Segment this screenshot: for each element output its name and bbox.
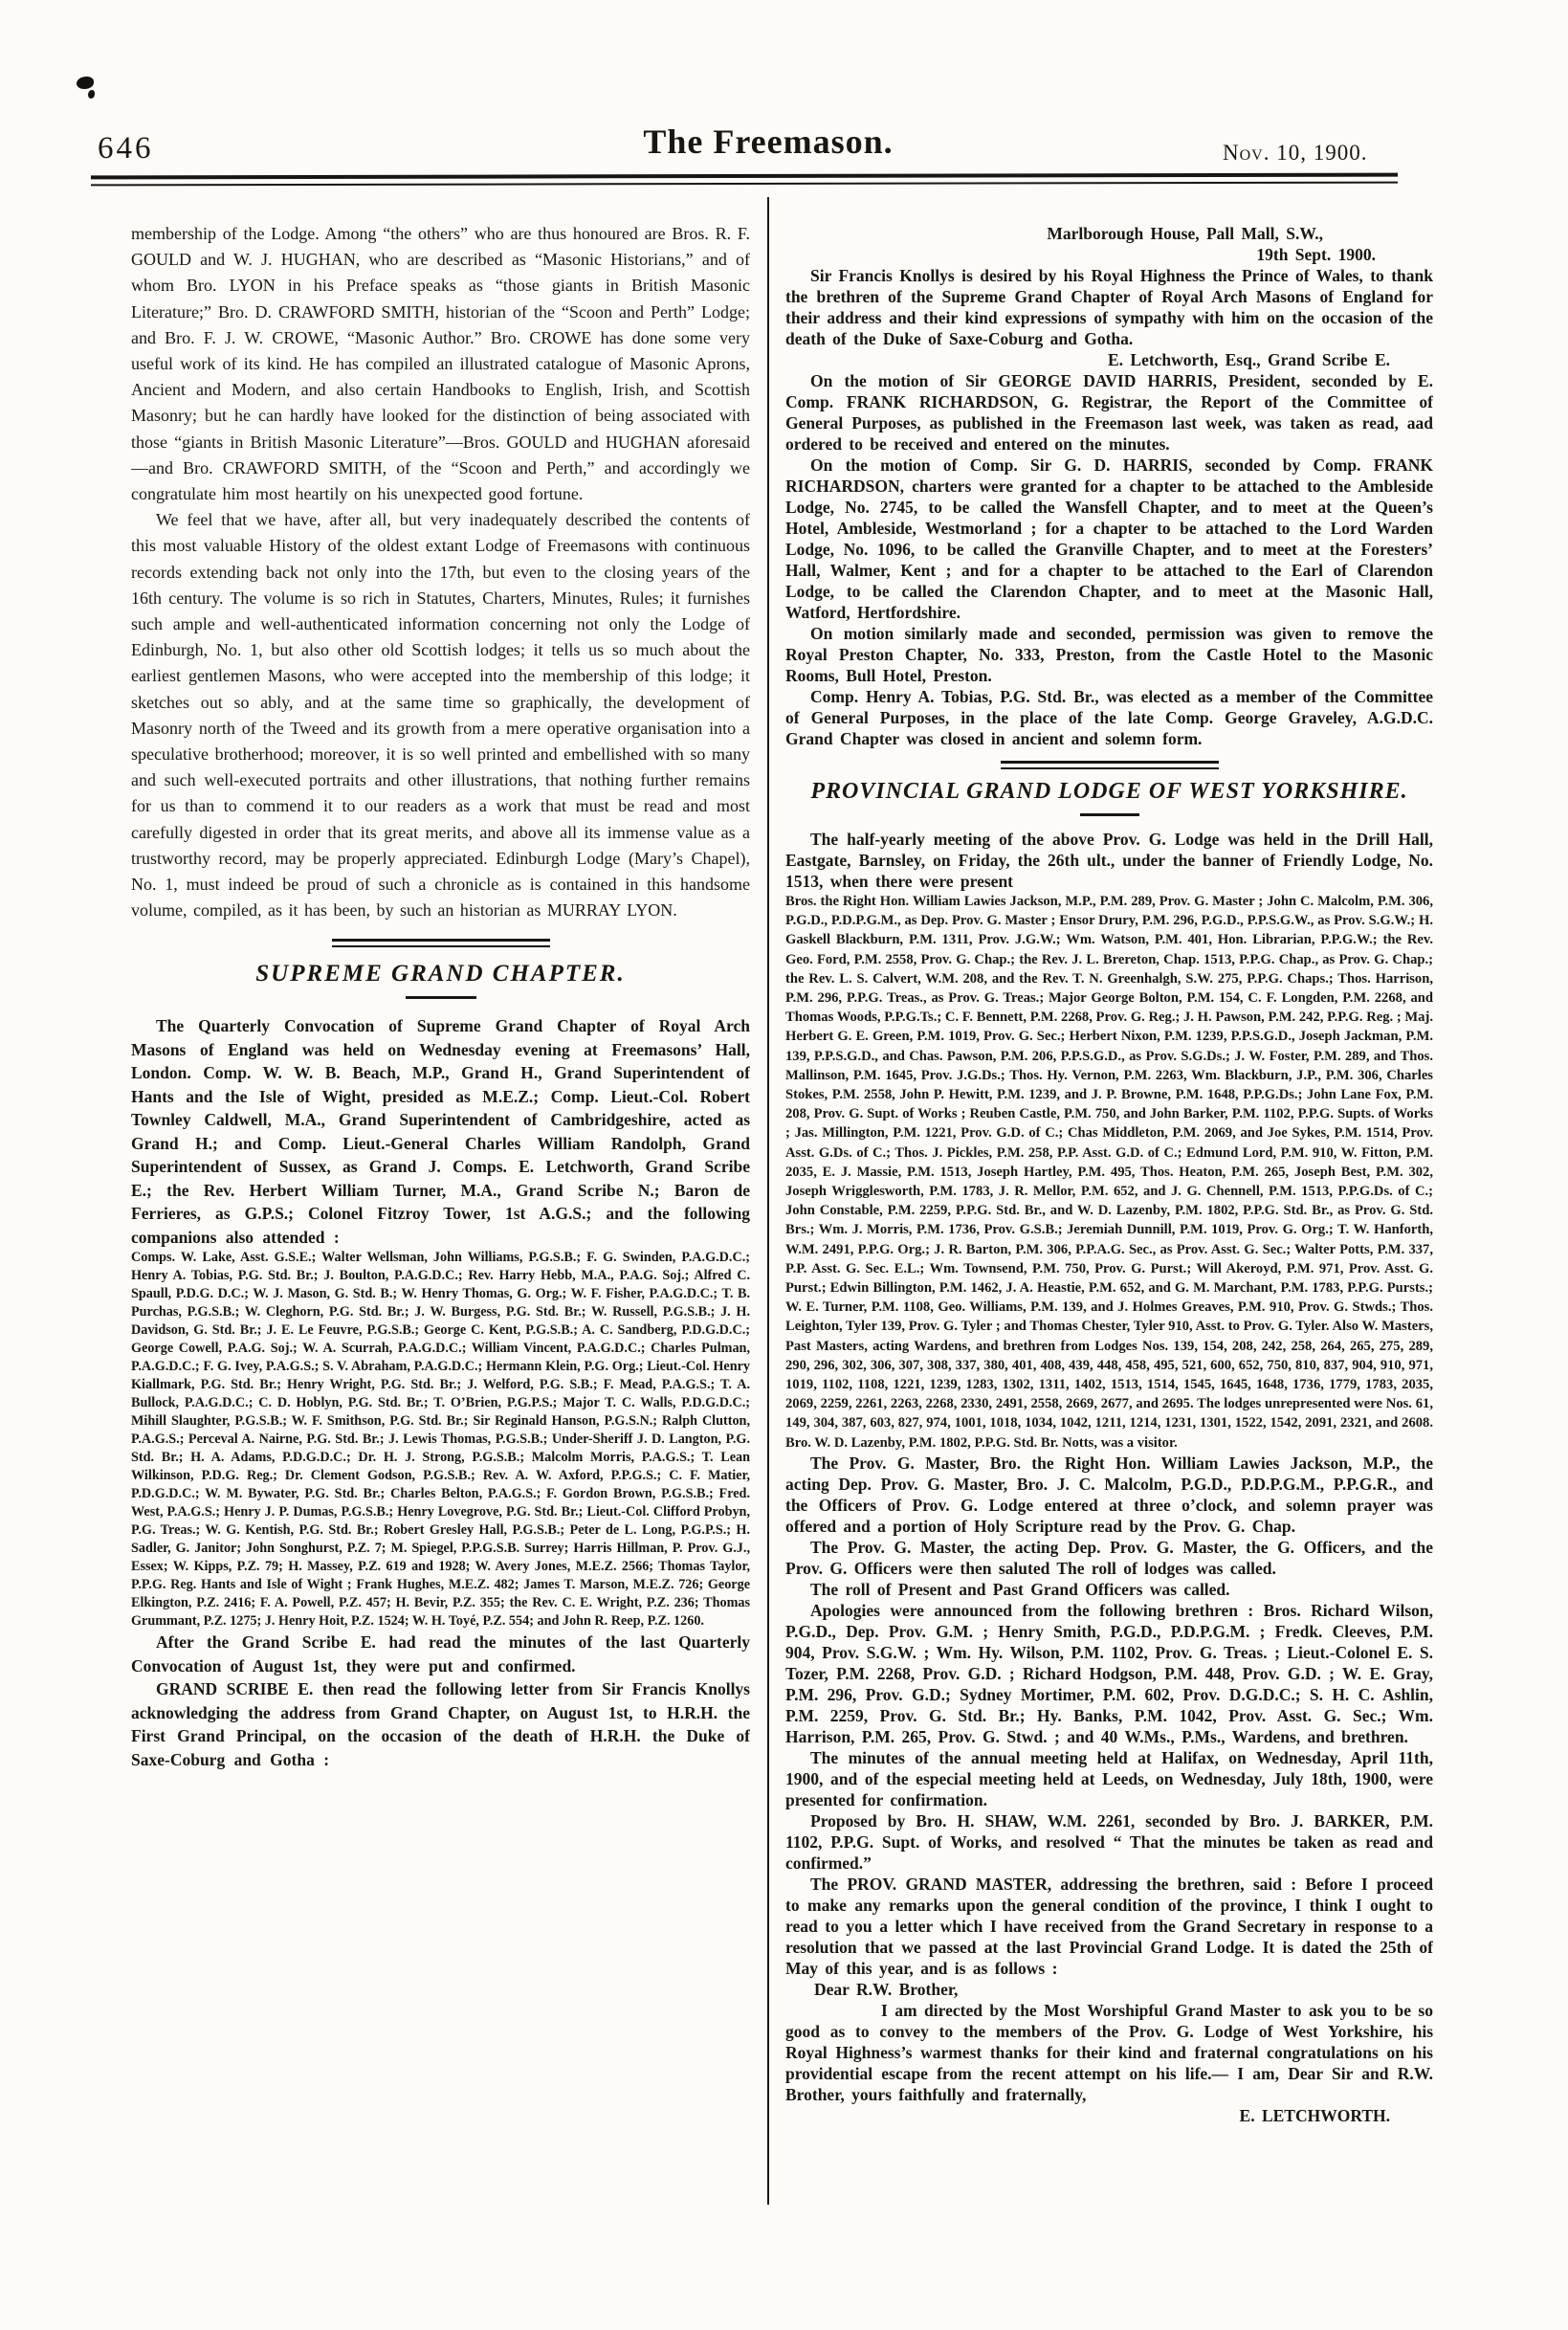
paragraph-pgl-proposed: Proposed by Bro. H. SHAW, W.M. 2261, seconded by Bro. J. BARKER, P.M. 1102, P.P.G. Supt. of Works, and resolved “ That the minutes be taken as read and confirmed.” (785, 1810, 1433, 1873)
header-rule-thick (91, 173, 1398, 180)
letter-signature: E. LETCHWORTH. (1239, 2105, 1390, 2125)
paragraph-gm-letter: I am directed by the Most Worshipful Grand Master to ask you to be so good as to convey to the members of the Prov. G. Lodge of West Yorkshire, his Royal Highness’s warmest thanks for their kind and fraternal congratulations on his providential escape from the recent attempt on his life.— I am, Dear Sir and R.W. Brother, yours faithfully and fraternally, (785, 2000, 1433, 2104)
section-heading-supreme-grand-chapter: SUPREME GRAND CHAPTER. (255, 961, 626, 987)
issue-date: Nov. 10, 1900. (1223, 141, 1368, 165)
paragraph-pgl-entered: The Prov. G. Master, Bro. the Right Hon. William Lawies Jackson, M.P., the acting Dep. Prov. G. Master, Bro. J. C. Malcolm, P.G.D., P.D.P.G.M., P.P.G.R., and the Officers of Prov. G. Lodge entered at three o’clock, and solemn prayer was offered and a portion of Holy Scripture read by the Prov. G. Chap. (785, 1453, 1433, 1536)
paragraph-pgl-minutes: The minutes of the annual meeting held at Halifax, on Wednesday, April 11th, 1900, and of the especial meeting held at Leeds, on Wednesday, July 18th, 1900, were presented for confirmation. (785, 1747, 1433, 1809)
header-double-rule (91, 173, 1398, 187)
paragraph-letter-intro: GRAND SCRIBE E. then read the following letter from Sir Francis Knollys acknowledging the address from Grand Chapter, on August 1st, to H.R.H. the First Grand Principal, on the occasion of the death of H.R.H. the Duke of Saxe-Coburg and Gotha : (131, 1679, 750, 1769)
section-divider-rule (1001, 761, 1219, 769)
paragraph-pgl-saluted: The Prov. G. Master, the acting Dep. Prov. G. Master, the G. Officers, and the Prov. G. Officers were then saluted The roll of lodges was called. (785, 1537, 1433, 1578)
left-column (131, 221, 750, 2269)
letter-addressee-line: E. Letchworth, Esq., Grand Scribe E. (1107, 350, 1390, 369)
masthead-title: The Freemason. (643, 122, 894, 161)
section-divider-rule (332, 939, 550, 947)
scan-speck (88, 90, 95, 99)
paragraph-motion-tobias: Comp. Henry A. Tobias, P.G. Std. Br., was elected as a member of the Committee of General Purposes, in the place of the late Comp. George Graveley, A.G.D.C. Grand Chapter was closed in ancient and solemn form. (785, 687, 1433, 748)
heading-dash (406, 996, 476, 999)
paragraph-pgm-address: The PROV. GRAND MASTER, addressing the brethren, said : Before I proceed to make any remarks upon the general condition of the province, I think I ought to read to you a letter which I have received from the Grand Secretary in response to a resolution that we passed at the last Provincial Grand Lodge. It is dated the 25th of May of this year, and is as follows : (785, 1874, 1433, 1978)
paragraph-attendee-list: Comps. W. Lake, Asst. G.S.E.; Walter Wellsman, John Williams, P.G.S.B.; F. G. Swinden, P.A.G.D.C.; Henry A. Tobias, P.G. Std. Br.; J. Boulton, P.A.G.D.C.; Rev. Harry Hebb, M.A., P.A.G. Soj.; Alfred C. Spaull, P.D.G. D.C.; W. J. Mason, G. Std. B.; W. Henry Thomas, G. Org.; W. F. Fisher, P.A.G.D.C.; T. B. Purchas, P.G.S.B.; W. Cleghorn, P.G. Std. Br.; J. W. Burgess, P.G. Std. Br.; W. Russell, P.G.S.B.; J. H. Davidson, G. Std. Br.; J. E. Le Feuvre, P.G.S.B.; George C. Kent, P.G.S.B.; A. C. Sandberg, P.D.G.D.C.; George Cowell, P.A.G. Soj.; W. A. Scurrah, P.A.G.D.C.; William Vincent, P.A.G.D.C.; Charles Pulman, P.A.G.D.C.; F. G. Ivey, P.A.G.S.; S. V. Abraham, P.A.G.D.C.; Hermann Klein, P.G. Org.; Lieut.-Col. Henry Kiallmark, P.G. Std. Br.; Henry Wright, P.G. Std. Br.; J. Welford, P.G. S.B.; F. Mead, P.A.G.S.; T. A. Bullock, P.A.G.D.C.; C. D. Hoblyn, P.G. Std. Br.; T. O’Brien, P.G.P.S.; Major T. C. Walls, P.D.G.D.C.; Mihill Slaughter, P.G.S.B.; W. F. Smithson, P.G. Std. Br.; Sir Reginald Hanson, P.G.S.N.; Ralph Clutton, P.A.G.S.; Perceval A. Nairne, P.G. Std. Br.; J. Lewis Thomas, P.G.S.B.; Under-Sheriff J. D. Langton, P.G. Std. Br.; H. A. Adams, P.D.G.D.C.; Dr. H. J. Strong, P.G.S.B.; Malcolm Morris, P.A.G.S.; T. Lean Wilkinson, P.D.G. Reg.; Dr. Clement Godson, P.G.S.B.; Rev. A. W. Axford, P.P.G.S.; C. F. Matier, P.D.G.D.C.; W. M. Bywater, P.G. Std. Br.; Charles Belton, P.A.G.S.; F. Gordon Brown, P.G.S.B.; Fred. West, P.A.G.S.; Henry J. P. Dumas, P.G.S.B.; Henry Lovegrove, P.G. Std. Br.; Lieut.-Col. Clifford Probyn, P.G. Treas.; W. G. Kentish, P.G. Std. Br.; Robert Gresley Hall, P.G.S.B.; Peter de L. Long, P.G.P.S.; H. Sadler, G. Janitor; John Songhurst, P.Z. 7; M. Spiegel, P.P.G.S.B. Surrey; Harris Hillman, P. Prov. G.J., Essex; W. Kipps, P.Z. 79; H. Massey, P.Z. 619 and 1928; W. Avery Jones, M.E.Z. 2566; Thomas Taylor, P.P.G. Reg. Hants and Isle of Wight ; Frank Hughes, M.E.Z. 482; James T. Marson, M.E.Z. 726; George Elkington, P.Z. 2416; F. A. Powell, P.Z. 457; H. Bevir, P.Z. 355; the Rev. C. E. Wright, P.Z. 236; Thomas Grummant, P.Z. 1275; J. Henry Hoit, P.Z. 1524; W. H. Toyé, P.Z. 554; and John R. Reep, P.Z. 1260. (131, 1250, 750, 1630)
editorial-paragraph: We feel that we have, after all, but very inadequately described the contents of this most valuable History of the oldest extant Lodge of Freemasons with continuous records extending back not only into the 17th, but even to the closing years of the 16th century. The volume is so rich in Statutes, Charters, Minutes, Rules; it furnishes such ample and well-authenticated information concerning not only the Lodge of Edinburgh, No. 1, but also other old Scottish lodges; it tells us so much about the earliest gentlemen Masons, who were accepted into the membership of this lodge; it sketches out so ably, and at the same time so graphically, the development of Masonry north of the Tweed and its growth from a mere operative organisation into a speculative brotherhood; moreover, it is so well printed and embellished with so many and such well-executed portraits and other illustrations, that nothing further remains for us than to commend it to our readers as a work that must be read and most carefully digested in order that its great merits, and above all its immense value as a trustworthy record, may be properly appreciated. Edinburgh Lodge (Mary’s Chapel), No. 1, must indeed be proud of such a chronicle as is contained in this handsome volume, compiled, as it has been, by such an historian as MURRAY LYON. (131, 510, 750, 921)
paragraph-motion-report: On the motion of Sir GEORGE DAVID HARRIS, President, seconded by E. Comp. FRANK RICHARDSON, G. Registrar, the Report of the Committee of General Purposes, as published in the Freemason last week, was taken as read, aad ordered to be received and entered on the minutes. (785, 371, 1433, 454)
header-rule-thin (91, 182, 1398, 187)
letter-address-line: Marlborough House, Pall Mall, S.W., (1047, 224, 1323, 243)
page-number: 646 (98, 131, 154, 166)
scan-speck (77, 77, 94, 89)
section-heading-provincial-grand-lodge: PROVINCIAL GRAND LODGE OF WEST YORKSHIRE. (810, 779, 1408, 804)
editorial-paragraph: membership of the Lodge. Among “the others” who are thus honoured are Bros. R. F. GOULD and W. J. HUGHAN, who are described as “Masonic Historians,” and of whom Bro. LYON in his Preface speaks as “those giants in British Masonic Literature;” Bro. D. CRAWFORD SMITH, historian of the “Scoon and Perth” Lodge; and Bro. F. J. W. CROWE, “Masonic Author.” Bro. CROWE has done some very useful work of its kind. He has compiled an illustrated catalogue of Masonic Aprons, Ancient and Modern, and also certain Handbooks to English, Irish, and Scottish Masonry; but he can hardly have looked for the distinction of being associated with those “giants in British Masonic Literature”—Bros. GOULD and HUGHAN aforesaid—and Bro. CRAWFORD SMITH, of the “Scoon and Perth,” and accordingly we congratulate him most heartily on his unexpected good fortune. (131, 224, 750, 504)
letter-salutation: Dear R.W. Brother, (814, 1979, 959, 1999)
paragraph-pgl-roll: The roll of Present and Past Grand Officers was called. (810, 1579, 1230, 1599)
paragraph-motion-charters: On the motion of Comp. Sir G. D. HARRIS, seconded by Comp. FRANK RICHARDSON, charters were granted for a chapter to be attached to the Ambleside Lodge, No. 2745, to be called the Wansfell Chapter, and to meet at the Queen’s Hotel, Ambleside, Westmorland ; for a chapter to be attached to the Lord Warden Lodge, No. 1096, to be called the Granville Chapter, and to meet at the Foresters’ Hall, Walmer, Kent ; and for a chapter to be attached to the Earl of Clarendon Lodge, to be called the Clarendon Chapter, and to meet at the Masonic Hall, Watford, Hertfordshire. (785, 455, 1433, 622)
paragraph-motion-preston: On motion similarly made and seconded, permission was given to remove the Royal Preston Chapter, No. 333, Preston, from the Castle Hotel to the Masonic Rooms, Bull Hotel, Preston. (785, 624, 1433, 685)
column-divider-rule (767, 197, 769, 2205)
paragraph-knollys-letter: Sir Francis Knollys is desired by his Royal Highness the Prince of Wales, to thank the brethren of the Supreme Grand Chapter of Royal Arch Masons of England for their address and their kind expressions of sympathy with him on the occasion of the death of the Duke of Saxe-Coburg and Gotha. (785, 266, 1433, 348)
paragraph-minutes-confirmed: After the Grand Scribe E. had read the minutes of the last Quarterly Convocation of August 1st, they were put and confirmed. (131, 1632, 750, 1675)
paragraph-convocation-intro: The Quarterly Convocation of Supreme Grand Chapter of Royal Arch Masons of England was held on Wednesday evening at Freemasons’ Hall, London. Comp. W. W. B. Beach, M.P., Grand H., Grand Superintendent of Hants and the Isle of Wight, presided as M.E.Z.; Comp. Lieut.-Col. Robert Townley Caldwell, M.A., Grand Superintendent of Cambridgeshire, acted as Grand H.; and Comp. Lieut.-General Charles William Randolph, Grand Superintendent of Sussex, as Grand J. Comps. E. Letchworth, Grand Scribe E.; the Rev. Herbert William Turner, M.A., Grand Scribe N.; Baron de Ferrieres, as G.P.S.; Colonel Fitzroy Tower, 1st A.G.S.; and the following companions also attended : (131, 1016, 750, 1247)
letter-date-line: 19th Sept. 1900. (1256, 245, 1376, 264)
paragraph-pgl-attendee-list: Bros. the Right Hon. William Lawies Jackson, M.P., P.M. 289, Prov. G. Master ; John C. Malcolm, P.M. 306, P.G.D., P.D.P.G.M., as Dep. Prov. G. Master ; Ensor Drury, P.M. 296, P.G.D., P.P.S.G.W., as Prov. S.G.W.; H. Gaskell Blackburn, P.M. 1311, Prov. J.G.W.; Wm. Watson, P.M. 401, Hon. Librarian, P.P.G.W.; the Rev. Geo. Ford, P.M. 2558, Prov. G. Chap.; the Rev. J. L. Brereton, Chap. 1513, P.P.G. Chap., as Prov. G. Chap.; the Rev. L. S. Calvert, W.M. 208, and the Rev. T. N. Greenhalgh, S.W. 275, P.P.G. Chaps.; Thos. Harrison, P.M. 296, P.P.G. Treas., as Prov. G. Treas.; Major George Bolton, P.M. 154, C. F. Longden, P.M. 2268, and Thomas Woods, P.P.G.Ts.; C. F. Bennett, P.M. 2268, Prov. G. Reg.; J. H. Pawson, P.M. 242, P.P.G. Reg. ; Maj. Herbert G. E. Green, P.M. 1019, Prov. G. Sec.; Herbert Nixon, P.M. 1239, P.P.S.G.D., Joseph Jackman, P.M. 139, P.P.S.G.D., and Chas. Pawson, P.M. 206, P.P.S.G.D., as Prov. S.G.Ds.; J. W. Foster, P.M. 289, and Thos. Mallinson, P.M. 1645, Prov. J.G.Ds.; Thos. Hy. Vernon, P.M. 2263, Wm. Blackburn, J.P., P.M. 306, Charles Stokes, P.M. 2558, John P. Hewitt, P.M. 1239, and J. P. Browne, P.M. 1648, P.P.G.Ds.; John Lane Fox, P.M. 208, Prov. G. Supt. of Works ; Reuben Castle, P.M. 750, and John Barker, P.M. 1102, P.P.G. Supts. of Works ; Jas. Millington, P.M. 1221, Prov. G.D. of C.; Chas Middleton, P.M. 2069, and Joe Sykes, P.M. 1514, Prov. Asst. G.Ds. of C.; Thos. J. Pickles, P.M. 258, P.P. Asst. G.D. of C.; Edmund Lord, P.M. 910, W. Fitton, P.M. 2035, E. J. Massie, P.M. 1513, Joseph Hartley, P.M. 495, Thos. Heaton, P.M. 265, Joseph Best, P.M. 302, Joseph Wrigglesworth, P.M. 1783, J. R. Mellor, P.M. 652, and J. G. Chennell, P.M. 1513, P.P.G.Ds. of C.; John Constable, P.M. 2259, P.P.G. Std. Br., and W. D. Lazenby, P.M. 1802, P.P.G. Std. Br., as Prov. G. Std. Brs.; Wm. J. Morris, P.M. 1736, Prov. G.S.B.; Jeremiah Dunnill, P.M. 1019, Prov. G. Org.; T. W. Hanforth, W.M. 2491, P.P.G. Org.; J. R. Barton, P.M. 306, P.P.A.G. Sec., as Prov. Asst. G. Sec.; Walter Potts, P.M. 337, P.P. Asst. G. Sec. E.L.; Wm. Townsend, P.M. 750, Prov. G. Purst.; Will Akeroyd, P.M. 971, Prov. Asst. G. Purst.; Edwin Billington, P.M. 1462, J. A. Heastie, P.M. 652, and G. M. Marchant, P.M. 1783, P.P.G. Pursts.; W. E. Turner, P.M. 1108, Geo. Williams, P.M. 139, and J. Holmes Greaves, P.M. 910, Prov. G. Stwds.; Thos. Leighton, Tyler 139, Prov. G. Tyler ; and Thomas Chester, Tyler 910, Asst. to Prov. G. Tyler. Also W. Masters, Past Masters, acting Wardens, and brethren from Lodges Nos. 139, 154, 208, 242, 258, 264, 265, 275, 289, 290, 296, 302, 306, 307, 308, 337, 380, 401, 408, 439, 448, 458, 495, 521, 600, 652, 750, 810, 837, 904, 910, 971, 1019, 1102, 1108, 1221, 1239, 1283, 1302, 1311, 1402, 1513, 1514, 1545, 1645, 1648, 1736, 1779, 1783, 2035, 2069, 2259, 2261, 2263, 2268, 2330, 2491, 2558, 2669, 2677, and 2695. The lodges unrepresented were Nos. 61, 149, 304, 387, 603, 827, 974, 1001, 1018, 1034, 1042, 1211, 1214, 1231, 1301, 1522, 1542, 2091, 2321, and 2608. Bro. W. D. Lazenby, P.M. 1802, P.P.G. Std. Br. Notts, was a visitor. (785, 894, 1433, 1451)
right-column (785, 223, 1433, 2242)
heading-dash (1080, 813, 1139, 816)
paragraph-pgl-apologies: Apologies were announced from the following brethren : Bros. Richard Wilson, P.G.D., Dep. Prov. G.M. ; Henry Smith, P.G.D., P.D.P.G.M. ; Fredk. Cleeves, P.M. 904, Prov. S.G.W. ; Wm. Hy. Wilson, P.M. 1102, Prov. G. Treas. ; Lieut.-Colonel E. S. Tozer, P.M. 2268, Prov. G.D. ; Richard Hodgson, P.M. 448, Prov. G.D. ; W. E. Gray, P.M. 296, Prov. G.D.; Sydney Mortimer, P.M. 602, Prov. D.G.D.C.; S. H. C. Ashlin, P.M. 2259, Prov. G. Std. Br.; Hy. Banks, P.M. 1042, Prov. Asst. G. Sec.; Wm. Harrison, P.M. 265, Prov. G. Stwd. ; and 40 W.Ms., P.Ms., Wardens, and brethren. (785, 1600, 1433, 1746)
paragraph-pgl-intro: The half-yearly meeting of the above Prov. G. Lodge was held in the Drill Hall, Eastgate, Barnsley, on Friday, the 26th ult., under the banner of Friendly Lodge, No. 1513, when there were present (785, 830, 1433, 891)
